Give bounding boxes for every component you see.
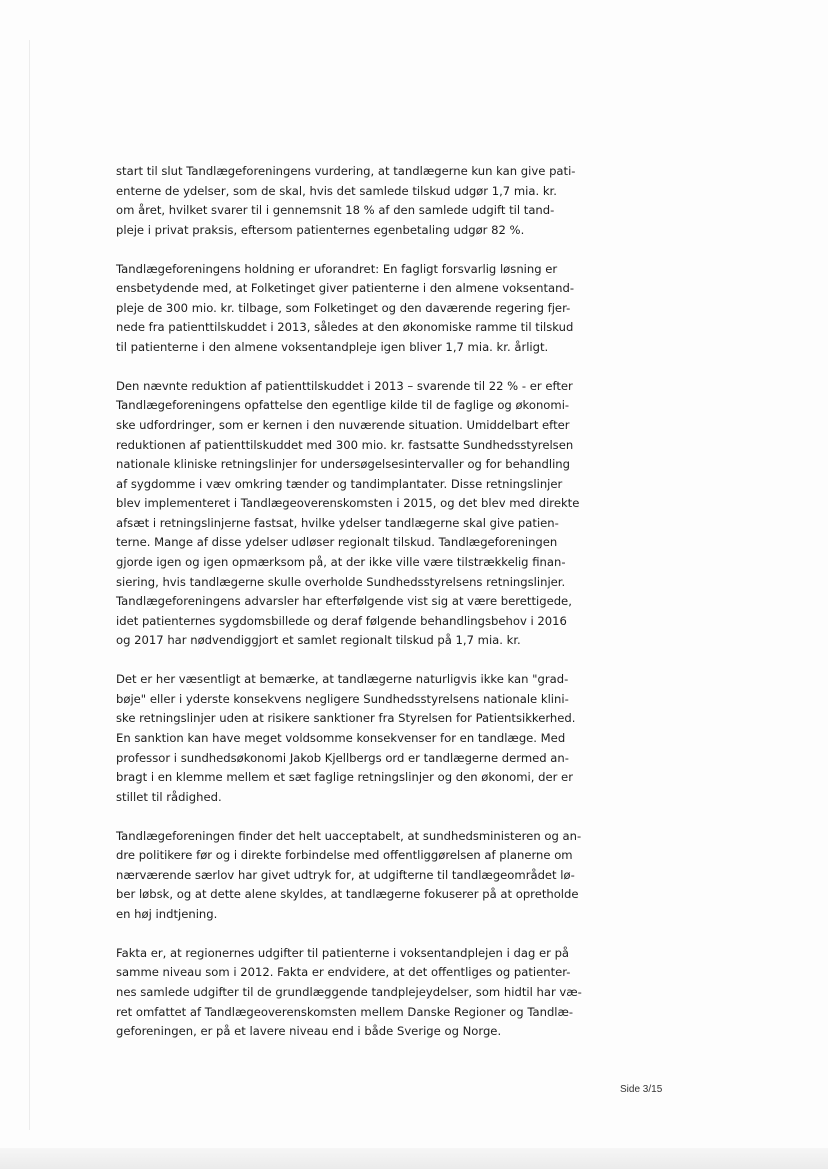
paragraph xyxy=(116,944,716,1042)
text-line: om året, hvilket svarer til i gennemsnit 18 % af den samlede udgift til tand- xyxy=(116,203,555,218)
text-line: samme niveau som i 2012. Fakta er endvidere, at det offentliges og patienter- xyxy=(116,965,571,980)
text-line: start til slut Tandlægeforeningens vurdering, at tandlægerne kun kan give pati- xyxy=(116,164,576,178)
text-line: ensbetydende med, at Folketinget giver patienterne i den almene voksentand- xyxy=(116,281,574,296)
text-line: enterne de ydelser, som de skal, hvis det samlede tilskud udgør 1,7 mia. kr. xyxy=(116,183,557,198)
text-line: til patienterne i den almene voksentandpleje igen bliver 1,7 mia. kr. årligt. xyxy=(116,339,549,354)
text-line: Tandlægeforeningens advarsler har efterfølgende vist sig at være berettigede, xyxy=(116,594,572,609)
paragraph xyxy=(116,260,716,358)
text-line: ret omfattet af Tandlægeoverenskomsten mellem Danske Regioner og Tandlæ- xyxy=(116,1004,574,1019)
text-line: bragt i en klemme mellem et sæt faglige retningslinjer og den økonomi, der er xyxy=(116,770,573,785)
text-line: idet patienternes sygdomsbillede og deraf følgende behandlingsbehov i 2016 xyxy=(116,613,567,628)
text-line: en høj indtjening. xyxy=(116,906,218,921)
text-line: nærværende særlov har givet udtryk for, at udgifterne til tandlægeområdet lø- xyxy=(116,867,575,882)
text-line: Den nævnte reduktion af patienttilskuddet i 2013 – svarende til 22 % - er efter xyxy=(116,378,573,393)
text-line: af sygdomme i væv omkring tænder og tandimplantater. Disse retningslinjer xyxy=(116,476,563,491)
text-line: Tandlægeforeningens holdning er uforandret: En fagligt forsvarlig løsning er xyxy=(116,261,558,276)
text-line: bøje" eller i yderste konsekvens negligere Sundhedsstyrelsens nationale klini- xyxy=(116,691,569,706)
paragraph xyxy=(116,162,716,240)
text-line: afsæt i retningslinjerne fastsat, hvilke ydelser tandlægerne skal give patien- xyxy=(116,515,559,530)
text-line: nede fra patienttilskuddet i 2013, således at den økonomiske ramme til tilskud xyxy=(116,320,574,335)
paragraph xyxy=(116,670,716,807)
paragraph xyxy=(116,377,716,651)
text-line: ske retningslinjer uden at risikere sanktioner fra Styrelsen for Patientsikkerhed. xyxy=(116,711,576,726)
text-line: professor i sundhedsøkonomi Jakob Kjellbergs ord er tandlægerne dermed an- xyxy=(116,750,569,765)
text-line: Tandlægeforeningens opfattelse den egentlige kilde til de faglige og økonomi- xyxy=(116,398,570,413)
text-line: pleje i privat praksis, eftersom patienternes egenbetaling udgør 82 %. xyxy=(116,222,525,237)
text-line: dre politikere før og i direkte forbindelse med offentliggørelsen af planerne om xyxy=(116,848,573,863)
text-line: stillet til rådighed. xyxy=(116,789,222,804)
text-line: geforeningen, er på et lavere niveau end i både Sverige og Norge. xyxy=(116,1024,502,1039)
text-line: En sanktion kan have meget voldsomme konsekvenser for en tandlæge. Med xyxy=(116,731,566,745)
page-number: Side 3/15 xyxy=(620,1084,663,1095)
text-line: Det er her væsentligt at bemærke, at tandlægerne naturligvis ikke kan "grad- xyxy=(116,672,569,687)
text-line: blev implementeret i Tandlægeoverenskomsten i 2015, og det blev med direkte xyxy=(116,496,580,511)
text-line: og 2017 har nødvendiggjort et samlet regionalt tilskud på 1,7 mia. kr. xyxy=(116,633,521,648)
text-line: siering, hvis tandlægerne skulle overholde Sundhedsstyrelsens retningslinjer. xyxy=(116,574,566,589)
scan-bottom-edge xyxy=(0,1148,828,1169)
text-line: ske udfordringer, som er kernen i den nuværende situation. Umiddelbart efter xyxy=(116,417,570,432)
text-line: pleje de 300 mio. kr. tilbage, som Folketinget og den daværende regering fjer- xyxy=(116,300,571,315)
text-line: gjorde igen og igen opmærksom på, at der ikke ville være tilstrækkelig finan- xyxy=(116,555,566,570)
text-line: ber løbsk, og at dette alene skyldes, at tandlægerne fokuserer på at opretholde xyxy=(116,887,579,902)
text-line: reduktionen af patienttilskuddet med 300 mio. kr. fastsatte Sundhedsstyrelsen xyxy=(116,437,574,452)
text-line: Fakta er, at regionernes udgifter til patienterne i voksentandplejen i dag er på xyxy=(116,945,570,960)
document-body xyxy=(116,162,716,1061)
text-line: nes samlede udgifter til de grundlæggende tandplejeydelser, som hidtil har væ- xyxy=(116,984,582,999)
text-line: nationale kliniske retningslinjer for undersøgelsesintervaller og for behandling xyxy=(116,457,571,472)
text-line: Tandlægeforeningen finder det helt uacceptabelt, at sundhedsministeren og an- xyxy=(116,828,582,843)
scan-edge-line xyxy=(29,40,30,1130)
text-line: terne. Mange af disse ydelser udløser regionalt tilskud. Tandlægeforeningen xyxy=(116,535,558,550)
paragraph xyxy=(116,827,716,925)
